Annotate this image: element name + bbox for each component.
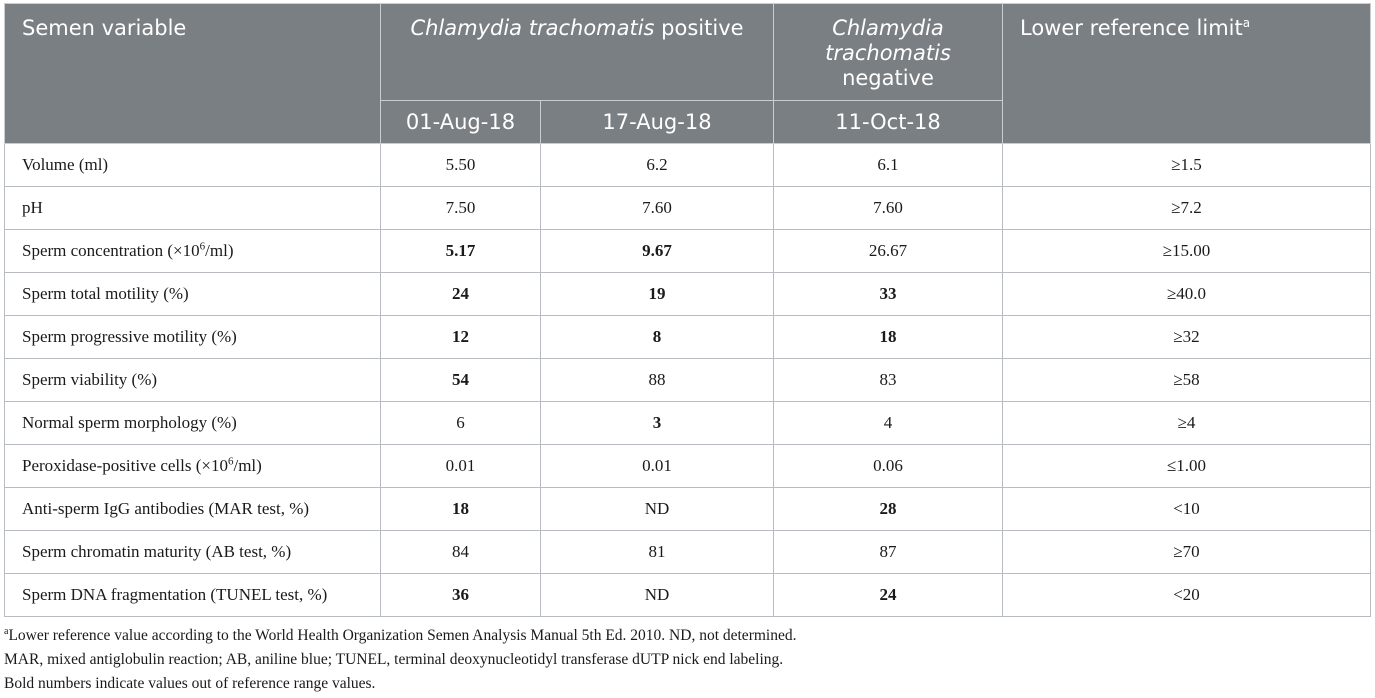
cell-value-3: 33 [774, 273, 1003, 316]
row-label: Sperm DNA fragmentation (TUNEL test, %) [5, 574, 381, 617]
semen-analysis-table-container [4, 3, 1370, 617]
cell-value-2: 19 [541, 273, 774, 316]
table-header [5, 4, 1371, 144]
header-ct-negative-line3: negative [842, 66, 934, 90]
table-row [5, 574, 1371, 617]
row-label-text: Peroxidase-positive cells (×10 [22, 456, 228, 475]
row-label: Sperm progressive motility (%) [5, 316, 381, 359]
table-body [5, 144, 1371, 617]
cell-reference: ≥32 [1003, 316, 1371, 359]
header-ct-negative-line1: Chlamydia [832, 16, 944, 40]
cell-value-2: 7.60 [541, 187, 774, 230]
cell-value-1: 84 [381, 531, 541, 574]
cell-reference: ≤1.00 [1003, 445, 1371, 488]
table-row [5, 144, 1371, 187]
header-date-3: 11-Oct-18 [774, 101, 1003, 144]
cell-value-3: 0.06 [774, 445, 1003, 488]
cell-value-1: 54 [381, 359, 541, 402]
cell-value-1: 7.50 [381, 187, 541, 230]
table-row [5, 230, 1371, 273]
cell-value-3: 18 [774, 316, 1003, 359]
header-date-2: 17-Aug-18 [541, 101, 774, 144]
table-row [5, 488, 1371, 531]
table-row [5, 445, 1371, 488]
cell-value-1: 12 [381, 316, 541, 359]
cell-value-3: 7.60 [774, 187, 1003, 230]
table-row [5, 531, 1371, 574]
row-label-text: Sperm concentration (×10 [22, 241, 200, 260]
header-ct-positive-italic: Chlamydia trachomatis [410, 16, 655, 40]
cell-value-2: 9.67 [541, 230, 774, 273]
row-label: Anti-sperm IgG antibodies (MAR test, %) [5, 488, 381, 531]
table-row [5, 316, 1371, 359]
header-date-1: 01-Aug-18 [381, 101, 541, 144]
footnote-a-text: Lower reference value according to the World Health Organization Semen Analysis Manual 5th Ed. 2010. ND, not determined. [8, 627, 797, 644]
cell-value-3: 6.1 [774, 144, 1003, 187]
cell-reference: <10 [1003, 488, 1371, 531]
semen-analysis-table [4, 3, 1371, 617]
footnote-abbreviations: MAR, mixed antiglobulin reaction; AB, aniline blue; TUNEL, terminal deoxynucleotidyl transferase dUTP nick end labeling. [4, 651, 784, 668]
cell-value-2: 88 [541, 359, 774, 402]
cell-value-2: ND [541, 488, 774, 531]
row-label [5, 230, 381, 273]
footnote-a-mark: a [4, 625, 9, 637]
cell-reference: ≥40.0 [1003, 273, 1371, 316]
cell-value-1: 24 [381, 273, 541, 316]
row-label-unit: /ml) [205, 241, 234, 260]
header-ct-positive [381, 4, 774, 101]
cell-reference: ≥58 [1003, 359, 1371, 402]
table-row [5, 402, 1371, 445]
header-lower-reference-limit [1003, 4, 1371, 144]
cell-value-3: 24 [774, 574, 1003, 617]
header-semen-variable: Semen variable [5, 4, 381, 144]
header-ct-negative [774, 4, 1003, 101]
row-label [5, 445, 381, 488]
cell-reference: <20 [1003, 574, 1371, 617]
cell-reference: ≥70 [1003, 531, 1371, 574]
row-label: Normal sperm morphology (%) [5, 402, 381, 445]
footnote-a [4, 624, 796, 648]
row-label-exponent: 6 [227, 455, 234, 468]
table-row [5, 359, 1371, 402]
cell-value-3: 26.67 [774, 230, 1003, 273]
row-label: Sperm total motility (%) [5, 273, 381, 316]
cell-value-1: 0.01 [381, 445, 541, 488]
row-label: Sperm viability (%) [5, 359, 381, 402]
header-ref-label: Lower reference limit [1020, 16, 1243, 40]
cell-value-1: 5.17 [381, 230, 541, 273]
cell-value-2: 8 [541, 316, 774, 359]
cell-reference: ≥4 [1003, 402, 1371, 445]
cell-value-2: 81 [541, 531, 774, 574]
cell-value-3: 4 [774, 402, 1003, 445]
cell-reference: ≥15.00 [1003, 230, 1371, 273]
cell-value-1: 5.50 [381, 144, 541, 187]
cell-reference: ≥7.2 [1003, 187, 1371, 230]
header-ref-footnote-mark: a [1242, 16, 1251, 30]
cell-reference: ≥1.5 [1003, 144, 1371, 187]
cell-value-1: 6 [381, 402, 541, 445]
row-label: pH [5, 187, 381, 230]
table-row [5, 273, 1371, 316]
header-ct-positive-rest: positive [654, 16, 744, 40]
table-footnotes [4, 624, 796, 696]
footnote-bold-note: Bold numbers indicate values out of reference range values. [4, 675, 376, 692]
row-label: Volume (ml) [5, 144, 381, 187]
cell-value-3: 28 [774, 488, 1003, 531]
cell-value-2: 0.01 [541, 445, 774, 488]
table-row [5, 187, 1371, 230]
row-label: Sperm chromatin maturity (AB test, %) [5, 531, 381, 574]
header-ct-negative-line2: trachomatis [825, 41, 951, 65]
cell-value-2: 6.2 [541, 144, 774, 187]
cell-value-1: 18 [381, 488, 541, 531]
cell-value-3: 83 [774, 359, 1003, 402]
row-label-unit: /ml) [233, 456, 262, 475]
cell-value-2: 3 [541, 402, 774, 445]
cell-value-3: 87 [774, 531, 1003, 574]
cell-value-1: 36 [381, 574, 541, 617]
row-label-exponent: 6 [199, 240, 206, 253]
cell-value-2: ND [541, 574, 774, 617]
